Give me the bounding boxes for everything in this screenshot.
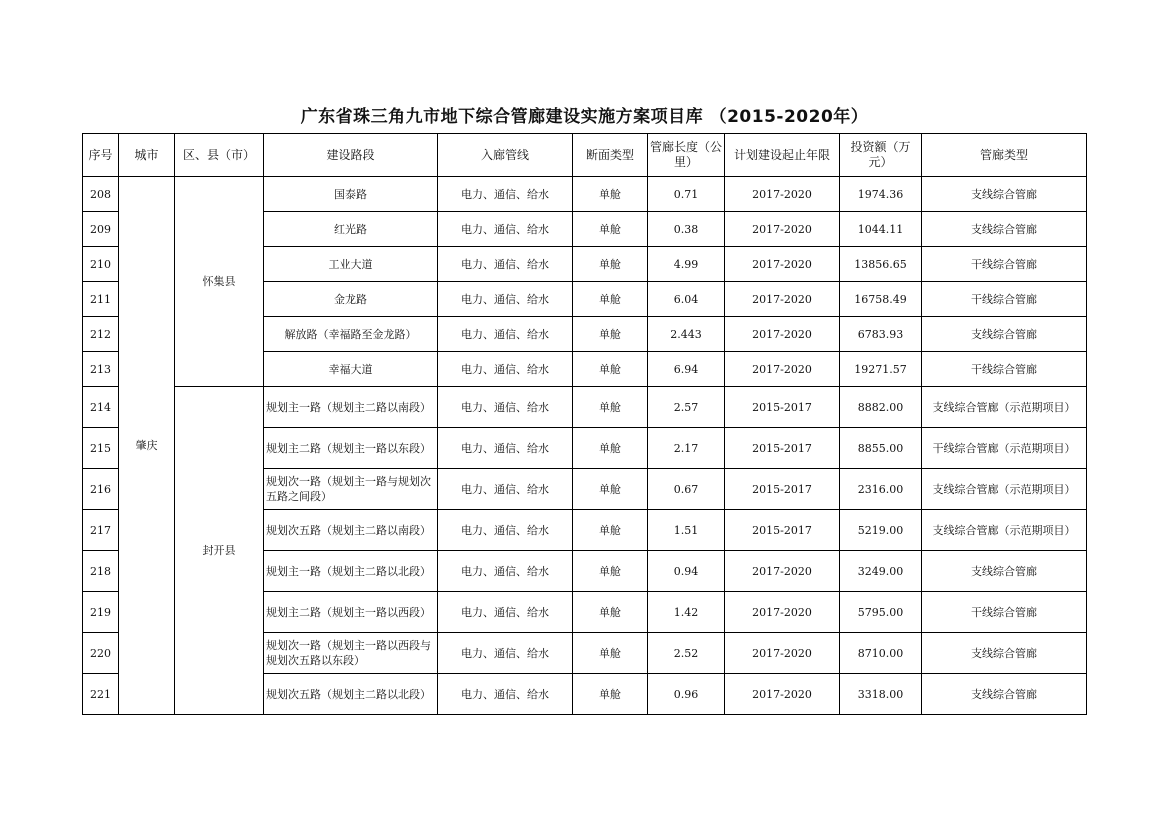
cell-section: 单舱	[573, 674, 648, 715]
cell-length: 6.94	[648, 352, 725, 387]
cell-seq: 213	[83, 352, 119, 387]
table-row	[83, 177, 1087, 212]
cell-type: 支线综合管廊	[922, 633, 1087, 674]
cell-pipes: 电力、通信、给水	[438, 428, 573, 469]
cell-period: 2017-2020	[725, 352, 840, 387]
cell-period: 2017-2020	[725, 212, 840, 247]
cell-period: 2017-2020	[725, 247, 840, 282]
table-row	[83, 387, 1087, 428]
cell-length: 2.443	[648, 317, 725, 352]
header-row	[83, 134, 1087, 177]
header-seq: 序号	[83, 134, 119, 177]
cell-section: 单舱	[573, 633, 648, 674]
cell-period: 2017-2020	[725, 317, 840, 352]
project-table	[82, 133, 1087, 715]
cell-length: 0.71	[648, 177, 725, 212]
cell-seq: 214	[83, 387, 119, 428]
cell-pipes: 电力、通信、给水	[438, 387, 573, 428]
cell-length: 2.57	[648, 387, 725, 428]
cell-road: 规划主一路（规划主二路以南段）	[264, 387, 438, 428]
cell-length: 2.52	[648, 633, 725, 674]
header-pipes: 入廊管线	[438, 134, 573, 177]
cell-pipes: 电力、通信、给水	[438, 212, 573, 247]
cell-pipes: 电力、通信、给水	[438, 592, 573, 633]
cell-road: 解放路（幸福路至金龙路）	[264, 317, 438, 352]
cell-section: 单舱	[573, 282, 648, 317]
cell-type: 支线综合管廊	[922, 317, 1087, 352]
cell-road: 规划主一路（规划主二路以北段）	[264, 551, 438, 592]
cell-period: 2015-2017	[725, 469, 840, 510]
cell-length: 6.04	[648, 282, 725, 317]
header-investment: 投资额（万元）	[840, 134, 922, 177]
cell-road: 金龙路	[264, 282, 438, 317]
header-type: 管廊类型	[922, 134, 1087, 177]
cell-seq: 217	[83, 510, 119, 551]
cell-pipes: 电力、通信、给水	[438, 317, 573, 352]
cell-pipes: 电力、通信、给水	[438, 282, 573, 317]
cell-period: 2017-2020	[725, 551, 840, 592]
cell-type: 支线综合管廊	[922, 177, 1087, 212]
cell-pipes: 电力、通信、给水	[438, 469, 573, 510]
cell-investment: 8855.00	[840, 428, 922, 469]
cell-road: 红光路	[264, 212, 438, 247]
cell-period: 2017-2020	[725, 633, 840, 674]
header-district: 区、县（市）	[175, 134, 264, 177]
cell-length: 0.38	[648, 212, 725, 247]
cell-section: 单舱	[573, 428, 648, 469]
cell-type: 干线综合管廊	[922, 352, 1087, 387]
cell-investment: 5795.00	[840, 592, 922, 633]
cell-investment: 19271.57	[840, 352, 922, 387]
cell-length: 1.42	[648, 592, 725, 633]
cell-type: 干线综合管廊	[922, 282, 1087, 317]
cell-type: 干线综合管廊	[922, 247, 1087, 282]
cell-pipes: 电力、通信、给水	[438, 551, 573, 592]
cell-type: 支线综合管廊（示范期项目）	[922, 469, 1087, 510]
cell-type: 支线综合管廊（示范期项目）	[922, 387, 1087, 428]
cell-section: 单舱	[573, 177, 648, 212]
cell-type: 支线综合管廊（示范期项目）	[922, 510, 1087, 551]
cell-city: 肇庆	[119, 177, 175, 715]
cell-type: 支线综合管廊	[922, 551, 1087, 592]
cell-investment: 8882.00	[840, 387, 922, 428]
page-title: 广东省珠三角九市地下综合管廊建设实施方案项目库 （2015-2020年）	[300, 107, 869, 127]
cell-pipes: 电力、通信、给水	[438, 633, 573, 674]
cell-type: 支线综合管廊	[922, 674, 1087, 715]
cell-road: 规划次一路（规划主一路与规划次五路之间段）	[264, 469, 438, 510]
cell-seq: 216	[83, 469, 119, 510]
cell-pipes: 电力、通信、给水	[438, 177, 573, 212]
cell-section: 单舱	[573, 247, 648, 282]
cell-road: 规划主二路（规划主一路以东段）	[264, 428, 438, 469]
cell-district: 怀集县	[175, 177, 264, 387]
cell-investment: 3249.00	[840, 551, 922, 592]
header-length: 管廊长度（公里）	[648, 134, 725, 177]
cell-investment: 16758.49	[840, 282, 922, 317]
cell-seq: 221	[83, 674, 119, 715]
header-city: 城市	[119, 134, 175, 177]
cell-period: 2015-2017	[725, 387, 840, 428]
cell-road: 规划次五路（规划主二路以南段）	[264, 510, 438, 551]
cell-length: 0.67	[648, 469, 725, 510]
cell-period: 2015-2017	[725, 510, 840, 551]
cell-period: 2017-2020	[725, 177, 840, 212]
cell-pipes: 电力、通信、给水	[438, 247, 573, 282]
cell-section: 单舱	[573, 592, 648, 633]
cell-investment: 6783.93	[840, 317, 922, 352]
cell-road: 幸福大道	[264, 352, 438, 387]
cell-pipes: 电力、通信、给水	[438, 352, 573, 387]
cell-seq: 209	[83, 212, 119, 247]
cell-type: 干线综合管廊（示范期项目）	[922, 428, 1087, 469]
header-section: 断面类型	[573, 134, 648, 177]
cell-type: 支线综合管廊	[922, 212, 1087, 247]
cell-road: 规划次一路（规划主一路以西段与规划次五路以东段）	[264, 633, 438, 674]
cell-seq: 208	[83, 177, 119, 212]
cell-period: 2017-2020	[725, 282, 840, 317]
cell-seq: 219	[83, 592, 119, 633]
cell-period: 2015-2017	[725, 428, 840, 469]
cell-investment: 2316.00	[840, 469, 922, 510]
cell-district: 封开县	[175, 387, 264, 715]
cell-length: 0.94	[648, 551, 725, 592]
cell-section: 单舱	[573, 212, 648, 247]
cell-road: 工业大道	[264, 247, 438, 282]
cell-section: 单舱	[573, 387, 648, 428]
header-road: 建设路段	[264, 134, 438, 177]
header-period: 计划建设起止年限	[725, 134, 840, 177]
cell-investment: 3318.00	[840, 674, 922, 715]
cell-section: 单舱	[573, 469, 648, 510]
cell-seq: 210	[83, 247, 119, 282]
cell-seq: 220	[83, 633, 119, 674]
cell-seq: 218	[83, 551, 119, 592]
cell-section: 单舱	[573, 551, 648, 592]
cell-seq: 211	[83, 282, 119, 317]
cell-investment: 5219.00	[840, 510, 922, 551]
cell-seq: 212	[83, 317, 119, 352]
cell-length: 4.99	[648, 247, 725, 282]
cell-investment: 1044.11	[840, 212, 922, 247]
cell-period: 2017-2020	[725, 674, 840, 715]
cell-investment: 1974.36	[840, 177, 922, 212]
cell-type: 干线综合管廊	[922, 592, 1087, 633]
cell-section: 单舱	[573, 510, 648, 551]
cell-pipes: 电力、通信、给水	[438, 674, 573, 715]
cell-length: 2.17	[648, 428, 725, 469]
cell-road: 规划次五路（规划主二路以北段）	[264, 674, 438, 715]
cell-seq: 215	[83, 428, 119, 469]
cell-length: 1.51	[648, 510, 725, 551]
cell-length: 0.96	[648, 674, 725, 715]
cell-period: 2017-2020	[725, 592, 840, 633]
cell-investment: 13856.65	[840, 247, 922, 282]
cell-road: 国泰路	[264, 177, 438, 212]
cell-road: 规划主二路（规划主一路以西段）	[264, 592, 438, 633]
cell-pipes: 电力、通信、给水	[438, 510, 573, 551]
cell-investment: 8710.00	[840, 633, 922, 674]
cell-section: 单舱	[573, 317, 648, 352]
cell-section: 单舱	[573, 352, 648, 387]
